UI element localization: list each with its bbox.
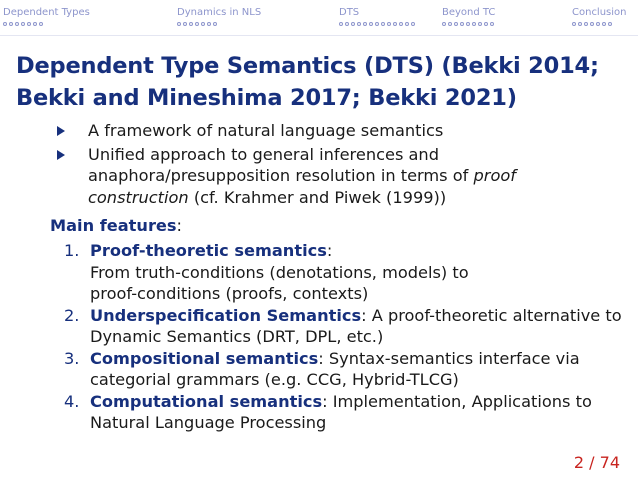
nav-frame-dot[interactable] <box>33 22 37 26</box>
slide-title <box>16 50 626 114</box>
nav-frame-dot[interactable] <box>393 22 397 26</box>
nav-frame-dot[interactable] <box>363 22 367 26</box>
nav-section-dependent-types[interactable] <box>3 7 90 26</box>
nav-frame-dot[interactable] <box>207 22 211 26</box>
nav-frame-dot[interactable] <box>478 22 482 26</box>
nav-frame-dot[interactable] <box>201 22 205 26</box>
nav-frame-dot[interactable] <box>189 22 193 26</box>
nav-frame-dot[interactable] <box>405 22 409 26</box>
nav-frame-dot[interactable] <box>454 22 458 26</box>
feature-item <box>66 391 626 434</box>
nav-section-label[interactable]: Dependent Types <box>3 7 90 18</box>
nav-frame-dot[interactable] <box>375 22 379 26</box>
nav-section-dts[interactable] <box>339 7 415 26</box>
nav-section-label[interactable]: Beyond TC <box>442 7 496 18</box>
main-features-colon: : <box>176 216 183 235</box>
nav-frame-dot[interactable] <box>448 22 452 26</box>
main-features-heading <box>50 215 182 237</box>
page-number: 2 / 74 <box>573 453 620 472</box>
bullet-text: Unified approach to general inferences and anaphora/presupposition resolution in terms of <box>88 144 474 185</box>
nav-frame-dots <box>177 22 261 26</box>
nav-frame-dots <box>572 22 627 26</box>
nav-frame-dot[interactable] <box>387 22 391 26</box>
bullet-item <box>56 144 616 209</box>
nav-frame-dot[interactable] <box>183 22 187 26</box>
nav-frame-dots <box>442 22 495 26</box>
bullet-text: A framework of natural language semantics <box>88 121 444 140</box>
slide-title-line-1: Dependent Type Semantics (DTS) (Bekki 2014; <box>16 53 599 79</box>
feature-list <box>66 240 626 434</box>
feature-text: : A proof-theoretic alternative to Dynamic Semantics (DRT, DPL, etc.) <box>90 305 622 346</box>
nav-frame-dot[interactable] <box>357 22 361 26</box>
feature-text: : Syntax-semantics interface via categorial grammars (e.g. CCG, Hybrid-TLCG) <box>90 348 580 389</box>
nav-frame-dot[interactable] <box>39 22 43 26</box>
feature-text-line: From truth-conditions (denotations, models) to <box>90 262 469 282</box>
nav-section-conclusion[interactable] <box>572 7 627 26</box>
nav-frame-dot[interactable] <box>608 22 612 26</box>
nav-frame-dot[interactable] <box>3 22 7 26</box>
feature-heading: Proof-theoretic semantics <box>90 241 327 260</box>
feature-heading: Computational semantics <box>90 391 323 411</box>
feature-text: : <box>326 241 333 260</box>
bullet-text-tail: (cf. Krahmer and Piwek (1999)) <box>188 187 447 207</box>
nav-frame-dot[interactable] <box>345 22 349 26</box>
feature-number: 2. <box>64 305 80 325</box>
nav-frame-dot[interactable] <box>442 22 446 26</box>
nav-frame-dot[interactable] <box>572 22 576 26</box>
nav-frame-dot[interactable] <box>578 22 582 26</box>
feature-number: 3. <box>64 348 80 368</box>
nav-frame-dot[interactable] <box>339 22 343 26</box>
nav-frame-dots <box>339 22 415 26</box>
nav-section-dynamics-in-nls[interactable] <box>177 7 261 26</box>
nav-frame-dot[interactable] <box>602 22 606 26</box>
nav-frame-dot[interactable] <box>213 22 217 26</box>
nav-frame-dot[interactable] <box>490 22 494 26</box>
nav-frame-dot[interactable] <box>369 22 373 26</box>
feature-item <box>66 305 626 348</box>
nav-section-beyond-tc[interactable] <box>442 7 495 26</box>
nav-frame-dot[interactable] <box>484 22 488 26</box>
nav-frame-dot[interactable] <box>15 22 19 26</box>
triangle-bullet-icon <box>57 150 65 160</box>
bullet-item <box>56 120 616 142</box>
nav-frame-dot[interactable] <box>411 22 415 26</box>
main-features-label: Main features <box>50 216 177 235</box>
feature-heading: Compositional semantics <box>90 348 319 368</box>
nav-frame-dot[interactable] <box>27 22 31 26</box>
nav-frame-dot[interactable] <box>195 22 199 26</box>
feature-item <box>66 240 626 305</box>
feature-number: 1. <box>64 241 80 260</box>
feature-item <box>66 348 626 391</box>
nav-section-label[interactable]: Conclusion <box>572 7 627 18</box>
nav-frame-dot[interactable] <box>584 22 588 26</box>
slide-title-line-2: Bekki and Mineshima 2017; Bekki 2021) <box>16 85 517 111</box>
nav-section-label[interactable]: Dynamics in NLS <box>177 7 262 18</box>
nav-frame-dot[interactable] <box>351 22 355 26</box>
nav-section-label[interactable]: DTS <box>339 7 360 18</box>
bullet-list <box>56 120 616 210</box>
feature-text: : Implementation, Applications to Natural Language Processing <box>90 391 592 432</box>
nav-frame-dot[interactable] <box>472 22 476 26</box>
nav-frame-dot[interactable] <box>381 22 385 26</box>
bullet-emphasis: proof construction <box>88 166 516 207</box>
nav-frame-dot[interactable] <box>21 22 25 26</box>
section-navigation <box>0 0 638 36</box>
feature-text-line: proof-conditions (proofs, contexts) <box>90 284 369 303</box>
feature-heading: Underspecification Semantics <box>90 305 362 325</box>
nav-frame-dot[interactable] <box>399 22 403 26</box>
nav-frame-dots <box>3 22 90 26</box>
feature-number: 4. <box>64 391 80 411</box>
nav-frame-dot[interactable] <box>9 22 13 26</box>
nav-frame-dot[interactable] <box>596 22 600 26</box>
nav-frame-dot[interactable] <box>177 22 181 26</box>
nav-frame-dot[interactable] <box>590 22 594 26</box>
nav-frame-dot[interactable] <box>466 22 470 26</box>
triangle-bullet-icon <box>57 126 65 136</box>
nav-frame-dot[interactable] <box>460 22 464 26</box>
nav-divider <box>0 35 638 36</box>
